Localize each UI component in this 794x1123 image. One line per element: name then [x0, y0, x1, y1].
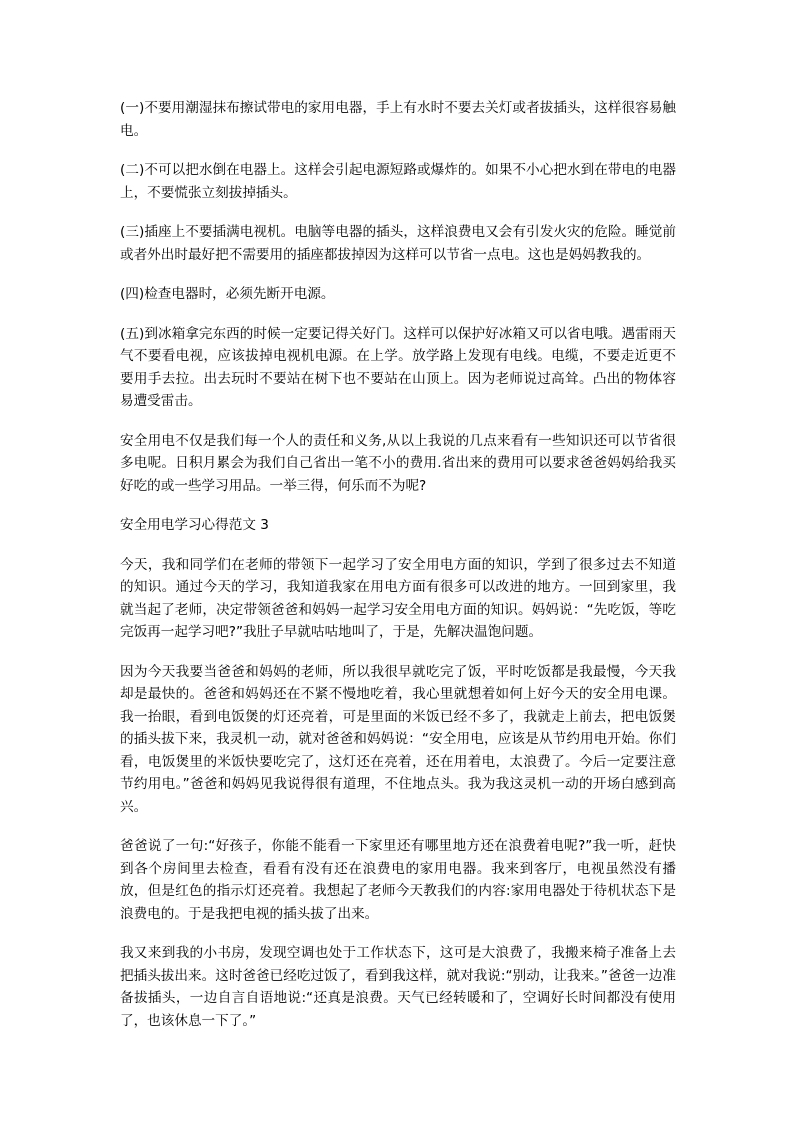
- paragraph-2: (二)不可以把水倒在电器上。这样会引起电源短路或爆炸的。如果不小心把水到在带电的电器上，不要慌张立刻拔掉插头。: [120, 162, 676, 201]
- section-paragraph-3: 爸爸说了一句:“好孩子，你能不能看一下家里还有哪里地方还在浪费着电呢?”我一听，赶快到各个房间里去检查，看看有没有还在浪费电的家用电器。我来到客厅，电视虽然没有播放，但是红色的指示灯还亮着。我想起了老师今天教我们的内容:家用电器处于待机状态下是浪费电的。于是我把电视的插头拔了出来。: [120, 838, 676, 922]
- paragraph-4: (四)检查电器时，必须先断开电源。: [120, 286, 335, 302]
- paragraph-3: (三)插座上不要插满电视机。电脑等电器的插头，这样浪费电又会有引发火灾的危险。睡觉前或者外出时最好把不需要用的插座都拔掉因为这样可以节省一点电。这也是妈妈教我的。: [120, 224, 676, 263]
- document-page: [120, 97, 676, 1049]
- paragraph-5: (五)到冰箱拿完东西的时候一定要记得关好门。这样可以保护好冰箱又可以省电哦。遇雷雨天气不要看电视，应该拔掉电视机电源。在上学。放学路上发现有电线。电缆，不要走近更不要用手去拉。出去玩时不要站在树下也不要站在山顶上。因为老师说过高耸。凸出的物体容易遭受雷击。: [120, 325, 676, 409]
- section-paragraph-2: 因为今天我要当爸爸和妈妈的老师，所以我很早就吃完了饭，平时吃饭都是我最慢，今天我却是最快的。爸爸和妈妈还在不紧不慢地吃着，我心里就想着如何上好今天的安全用电课。我一抬眼，看到电饭煲的灯还亮着，可是里面的米饭已经不多了，我就走上前去，把电饭煲的插头拔下来，我灵机一动，就对爸爸和妈妈说：“安全用电，应该是从节约用电开始。你们看，电饭煲里的米饭快要吃完了，这灯还在亮着，还在用着电，太浪费了。今后一定要注意节约用电。”爸爸和妈妈见我说得很有道理，不住地点头。我为我这灵机一动的开场白感到高兴。: [120, 663, 676, 815]
- section-paragraph-1: 今天，我和同学们在老师的带领下一起学习了安全用电方面的知识，学到了很多过去不知道的知识。通过今天的学习，我知道我家在用电方面有很多可以改进的地方。一回到家里，我就当起了老师，决定带领爸爸和妈妈一起学习安全用电方面的知识。妈妈说：“先吃饭，等吃完饭再一起学习吧?”我肚子早就咕咕地叫了，于是，先解决温饱问题。: [120, 556, 676, 640]
- section-paragraph-4: 我又来到我的小书房，发现空调也处于工作状态下，这可是大浪费了，我搬来椅子准备上去把插头拔出来。这时爸爸已经吃过饭了，看到我这样，就对我说:“别动，让我来。”爸爸一边准备拔插头，一边自言自语地说:“还真是浪费。天气已经转暖和了，空调好长时间都没有使用了，也该休息一下了。”: [120, 945, 676, 1029]
- paragraph-1: (一)不要用潮湿抹布擦试带电的家用电器，手上有水时不要去关灯或者拔插头，这样很容易触电。: [120, 100, 676, 139]
- section-title: 安全用电学习心得范文 3: [120, 517, 269, 533]
- paragraph-6: 安全用电不仅是我们每一个人的责任和义务,从以上我说的几点来看有一些知识还可以节省很多电呢。日积月累会为我们自己省出一笔不小的费用.省出来的费用可以要求爸爸妈妈给我买好吃的或一些学习用品。一举三得，何乐而不为呢?: [120, 432, 676, 494]
